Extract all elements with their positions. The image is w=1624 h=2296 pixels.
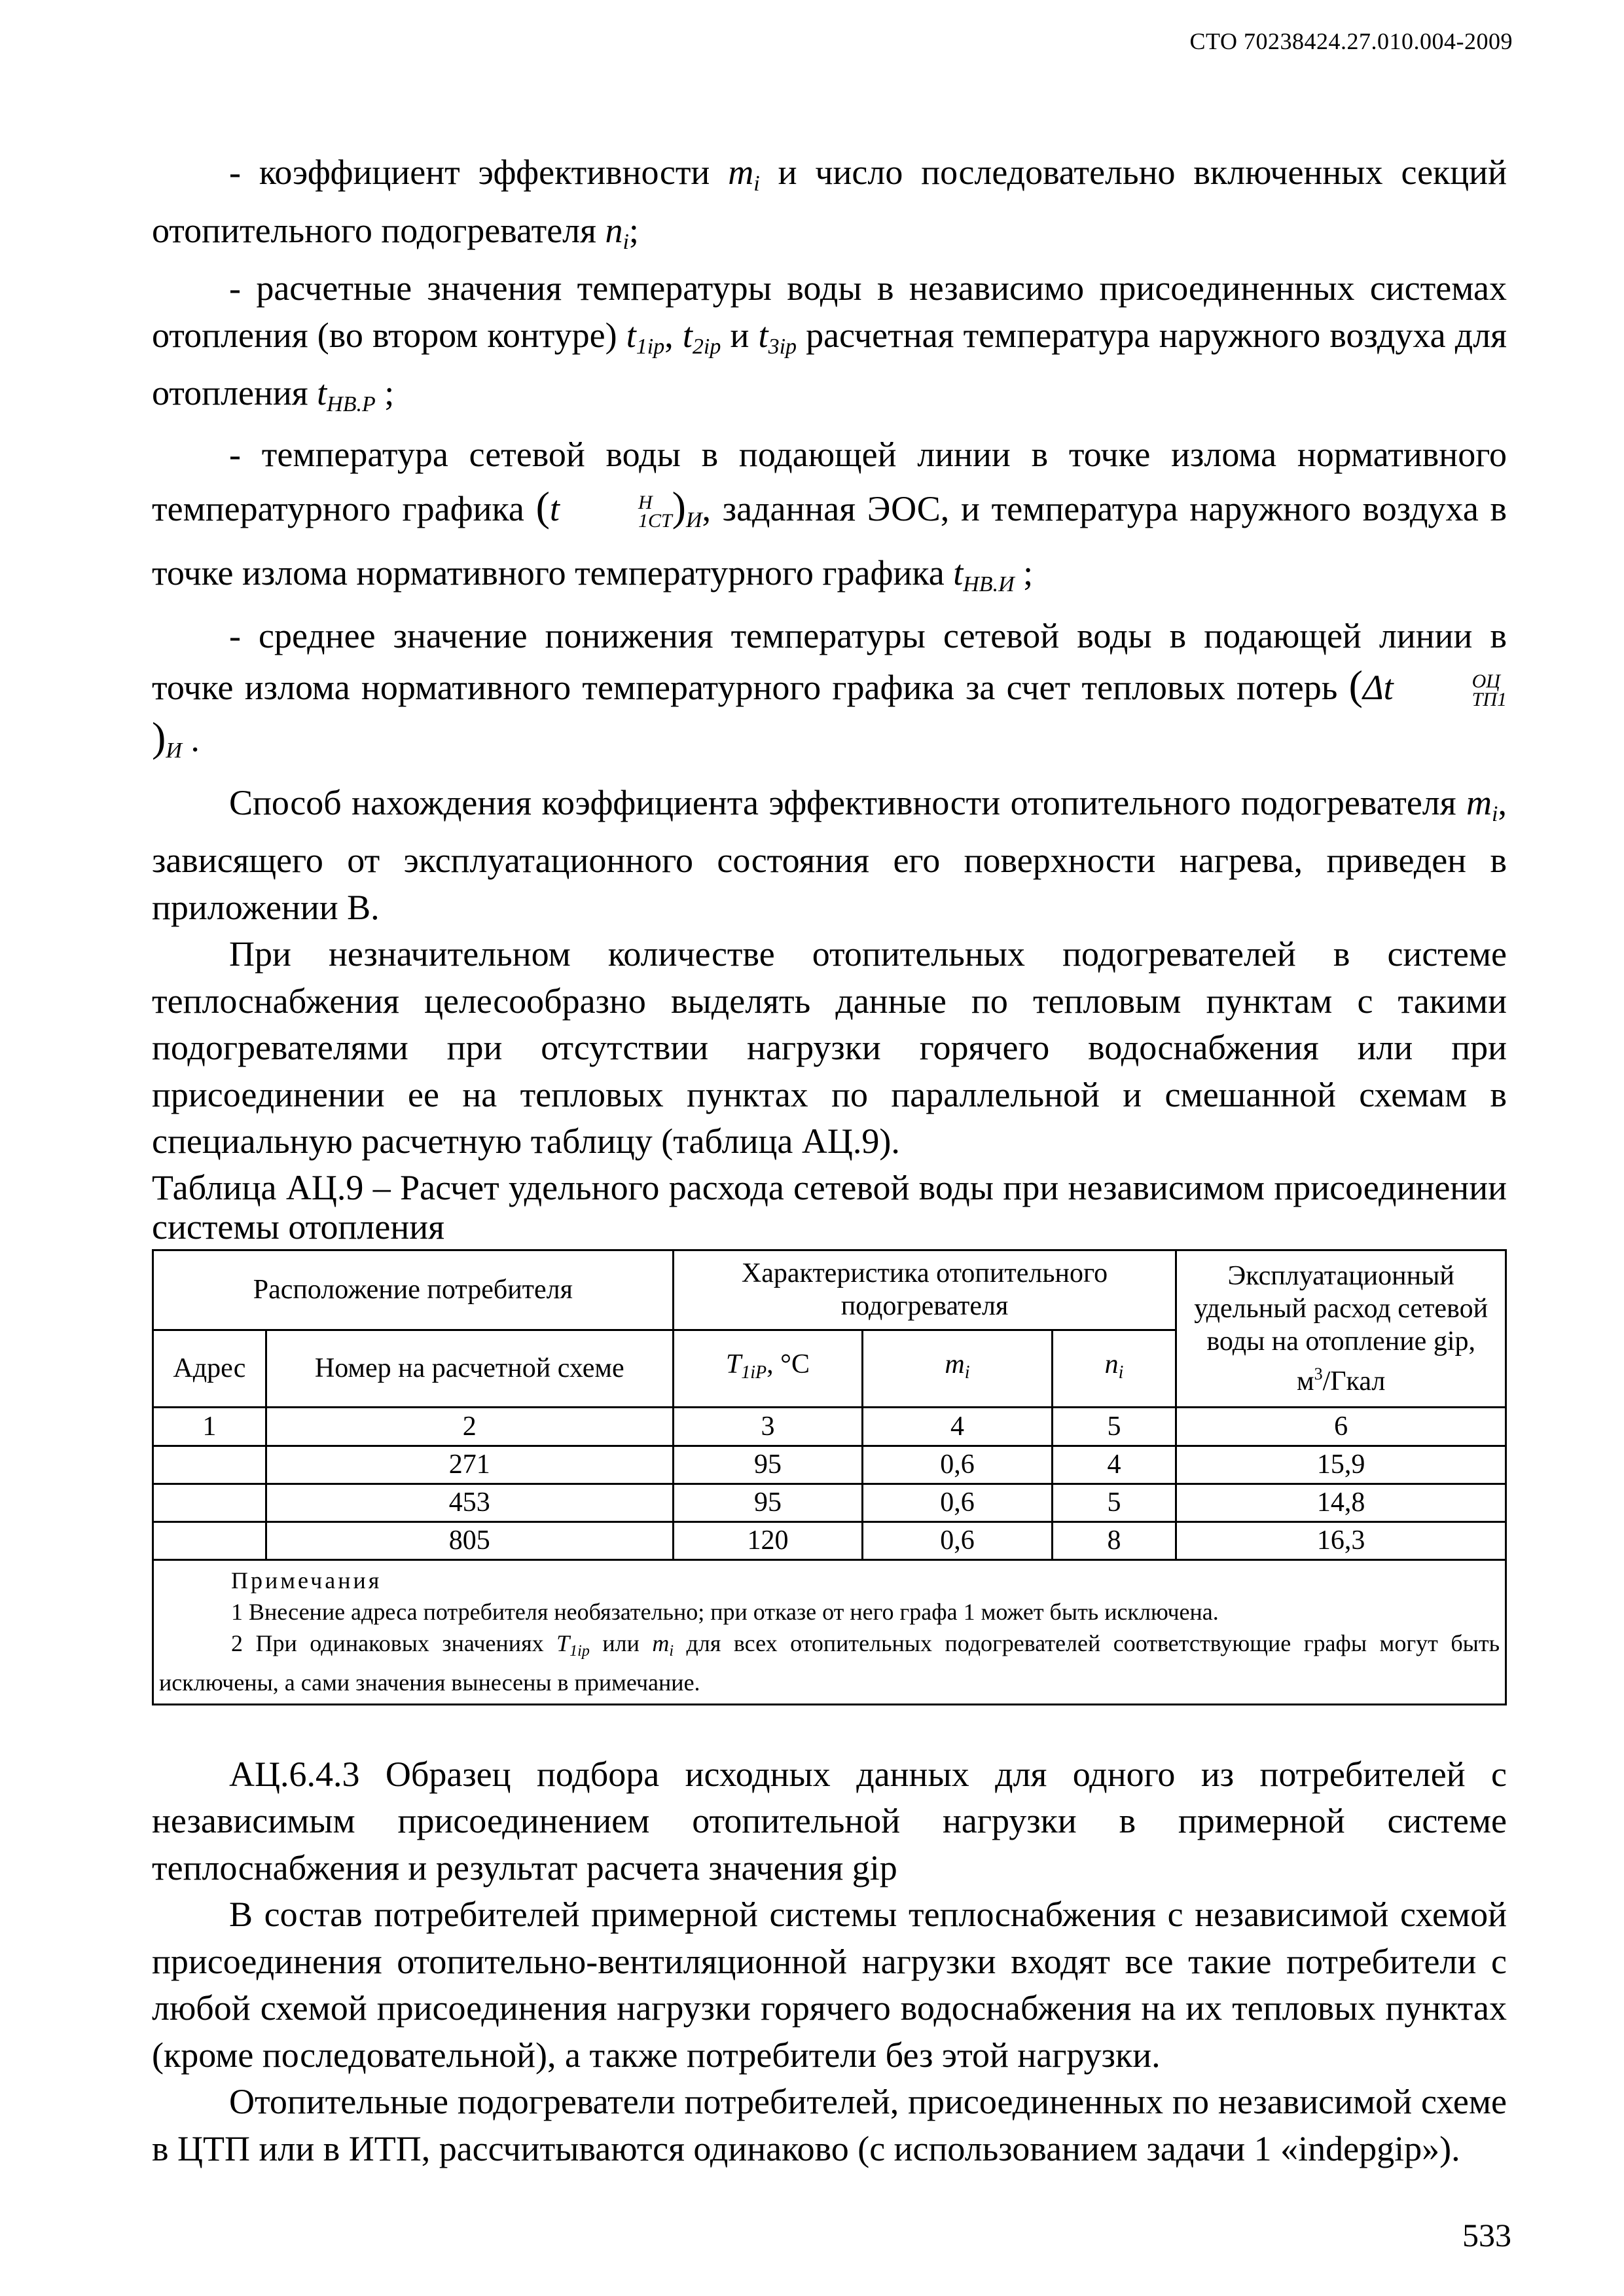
note-2: 2 При одинаковых значениях $T_{1ip}$ или $m_i$ для всех отопительных подогревателей соответствующие графы могут быть исключены, а сами значения вынесены в примечание. <box>159 1630 1500 1696</box>
cell-n: 5 <box>1052 1484 1176 1522</box>
cell-scheme: 805 <box>266 1522 673 1559</box>
paragraph-composition: В состав потребителей примерной системы теплоснабжения с независимой схемой присоединения отопительно-вентиляционной нагрузки входят все такие потребители с любой схемой присоединения нагрузки горячего водоснабжения на их тепловых пунктах (кроме последовательной), а также потребители без этой нагрузки. <box>152 1895 1507 2075</box>
table-ac9 <box>152 1249 1507 1705</box>
column-number-row <box>153 1407 1506 1446</box>
header-flow: Эксплуатационный удельный расход сетевой воды на отопление gip, $м^3$/Гкал <box>1176 1250 1506 1407</box>
bullet-break-point-temperature: - температура сетевой воды в подающей линии в точке излома нормативного температурного графика (t Н 1СТ )$_И$, заданная ЭОС, и температура наружного воздуха в точке излома нормативного температурного графика $t_{НВ.И}$ ; <box>152 434 1507 596</box>
header-m: $m_i$ <box>863 1330 1052 1407</box>
col-num: 1 <box>153 1407 266 1446</box>
cell-m: 0,6 <box>863 1484 1052 1522</box>
header-heater: Характеристика отопительного подогревателя <box>673 1250 1176 1330</box>
header-location: Расположение потребителя <box>153 1250 674 1330</box>
bullet-heat-loss-drop: - среднее значение понижения температуры сетевой воды в подающей линии в точке излома нормативного температурного графика за счет тепловых потерь (Δt ОЦ ТП1 )$_И$ . <box>152 615 1507 763</box>
bullet-efficiency: - коэффициент эффективности $m_i$ и число последовательно включенных секций отопительного подогревателя $n_i$; <box>152 153 1507 254</box>
cell-temperature: 95 <box>673 1484 863 1522</box>
cell-address <box>153 1484 266 1522</box>
header-temperature: $T_{1iP}$, °С <box>673 1330 863 1407</box>
cell-gip: 16,3 <box>1176 1522 1506 1559</box>
col-num: 2 <box>266 1407 673 1446</box>
document-code-header: СТО 70238424.27.010.004-2009 <box>1189 28 1513 54</box>
paragraph-small-number: При незначительном количестве отопительных подогревателей в системе теплоснабжения целесообразно выделять данные по тепловым пунктам с такими подогревателями при отсутствии нагрузки горячего водоснабжения или при присоединении ее на тепловых пунктах по параллельной и смешанной схемам в специальную расчетную таблицу (таблица АЦ.9). <box>152 934 1507 1161</box>
page-body <box>152 149 1507 2172</box>
table-notes <box>153 1559 1506 1704</box>
section-heading: АЦ.6.4.3 Образец подбора исходных данных для одного из потребителей с независимым присоединением отопительной нагрузки в примерной системе теплоснабжения и результат расчета значения gip <box>152 1754 1507 1887</box>
table-caption: Таблица АЦ.9 – Расчет удельного расхода сетевой воды при независимом присоединении системы отопления <box>152 1167 1507 1247</box>
col-num: 5 <box>1052 1407 1176 1446</box>
paragraph-heaters: Отопительные подогреватели потребителей, присоединенных по независимой схеме в ЦТП или в ИТП, рассчитываются одинаково (с использованием задачи 1 «indepgip»). <box>152 2082 1507 2168</box>
header-scheme-number: Номер на расчетной схеме <box>266 1330 673 1407</box>
dt-superscript-subscript: ОЦ ТП1 <box>1471 670 1507 711</box>
cell-scheme: 271 <box>266 1446 673 1484</box>
note-1: 1 Внесение адреса потребителя необязательно; при отказе от него графа 1 может быть исключена. <box>231 1598 1219 1625</box>
table-row <box>153 1522 1506 1559</box>
bullet-design-temperatures: - расчетные значения температуры воды в независимо присоединенных системах отопления (во втором контуре) $t_{1iр}$, $t_{2iр}$ и $t_{3iр}$ расчетная температура наружного воздуха для отопления $t_{НВ.Р}$ ; <box>152 268 1507 416</box>
paragraph-method: Способ нахождения коэффициента эффективности отопительного подогревателя $m_i$, зависящего от эксплуатационного состояния его поверхности нагрева, приведен в приложении В. <box>152 782 1507 927</box>
cell-gip: 15,9 <box>1176 1446 1506 1484</box>
table-row <box>153 1484 1506 1522</box>
notes-row <box>153 1559 1506 1704</box>
col-num: 4 <box>863 1407 1052 1446</box>
page-number: 533 <box>1462 2217 1511 2253</box>
table-row <box>153 1446 1506 1484</box>
cell-address <box>153 1522 266 1559</box>
t1st-superscript-subscript: Н 1СТ <box>638 492 672 532</box>
notes-title: Примечания <box>231 1567 382 1594</box>
cell-n: 4 <box>1052 1446 1176 1484</box>
cell-temperature: 95 <box>673 1446 863 1484</box>
col-num: 3 <box>673 1407 863 1446</box>
cell-m: 0,6 <box>863 1522 1052 1559</box>
col-num: 6 <box>1176 1407 1506 1446</box>
cell-gip: 14,8 <box>1176 1484 1506 1522</box>
cell-m: 0,6 <box>863 1446 1052 1484</box>
cell-scheme: 453 <box>266 1484 673 1522</box>
cell-address <box>153 1446 266 1484</box>
header-n: $n_i$ <box>1052 1330 1176 1407</box>
header-address: Адрес <box>153 1330 266 1407</box>
cell-temperature: 120 <box>673 1522 863 1559</box>
cell-n: 8 <box>1052 1522 1176 1559</box>
